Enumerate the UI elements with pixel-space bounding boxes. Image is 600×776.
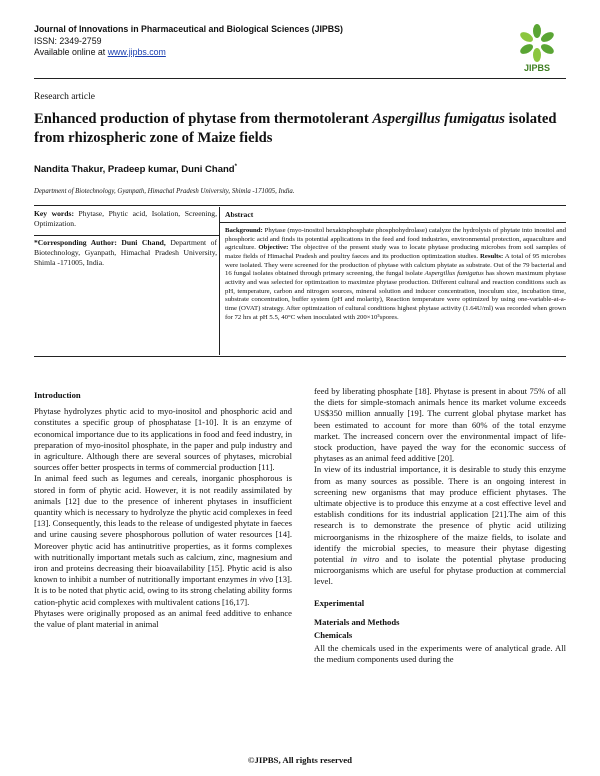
journal-online (34, 47, 343, 59)
corresponding-author (34, 238, 217, 269)
chemicals-paragraph: All the chemicals used in the experiments were of analytical grade. All the medium components used during the (314, 643, 566, 665)
title-part2: isolated from rhizospheric zone of Maize fields (34, 111, 557, 146)
abstract-rule (219, 222, 566, 223)
right-p2-italic: in vitro (350, 554, 380, 565)
header-rule (34, 78, 566, 79)
left-column (34, 390, 292, 630)
intro-paragraph-2 (34, 473, 292, 607)
introduction-heading: Introduction (34, 390, 81, 400)
journal-header (34, 24, 343, 59)
abstract-obj-label: Objective: (258, 244, 289, 252)
article-type: Research article (34, 92, 95, 102)
journal-issn: ISSN: 2349-2759 (34, 35, 102, 46)
abstract-res-species: Aspergillus fumigatus (424, 270, 484, 278)
logo-text: JIPBS (523, 63, 551, 73)
intro-p2-text-a: In animal feed such as legumes and cereals, inorganic phosphorous is stored in form of phytic acid. However, it is not readily assimilated by animals [12] due to the presence of inherent phytases in insufficient quantity which is necessary to hydrolyze the phytic acid complexes in feed [13]. Consequently, this leads to the release of undigested phytate in faeces and urine causing severe phosphorous pollution of water resources [14]. Moreover phytic acid has antinutritive properties, as it forms complexes with nutritionally important metals such as calcium, zinc, magnesium and iron and proteins decreasing their bioavailability [15]. Phytic acid is also known to inhibit a number of nutritionally important enzymes (34, 473, 292, 585)
intro-p2-italic: in vivo (250, 574, 274, 585)
abstract-obj-text: The objective of the present study was to locate phytase producing microbes from soil samples of maize fields of Himachal Pradesh and poultry faeces and its production optimization studies. (225, 244, 566, 260)
keywords (34, 209, 217, 230)
abstract-body (225, 227, 566, 322)
corresponding-name: Duni Chand, (116, 237, 166, 247)
abstract-res-text1: A total of 95 microbes were isolated. They were screened for the production of phytase with calcium phytate as substrate. Out of the 79 bacterial and 16 fungal isolates obtained through primary screening, the fungal isolate (225, 252, 567, 278)
title-part1: Enhanced production of phytase from thermotolerant (34, 111, 373, 127)
abstract-bg-label: Background: (225, 227, 263, 234)
title-species: Aspergillus fumigatus (372, 111, 505, 127)
methods-heading: Materials and Methods (314, 616, 400, 627)
corresponding-label: *Corresponding Author: (34, 237, 117, 247)
chemicals-heading: Chemicals (314, 630, 353, 641)
intro-p2-text-b: [13]. It is to be noted that phytic acid, owing to its strong chelating ability forms cation-phytic acid complexes with multivalent cations [16,17]. (34, 574, 293, 607)
corresponding-address: Department of Biotechnology, Gyanpath, Himachal Pradesh University, Shimla -171005, India. (34, 237, 218, 268)
article-info (34, 209, 217, 268)
article-title (34, 110, 574, 148)
intro-paragraph-3: Phytases were originally proposed as an animal feed additive to enhance the value of plant material in animal (34, 607, 292, 630)
online-prefix: Available online at (34, 47, 108, 57)
info-top-rule (34, 205, 566, 206)
right-p2-text-a: In view of its industrial importance, it is desirable to study this enzyme from as many sources as possible. There is an ongoing interest in screening new organisms that may produce efficient phytases. The ultimate objective is to produce this enzyme at a cost effective level and establish conditions for its industrial application [21].The aim of this research is to demonstrate the presence of phytic acid utilizing microorganisms in the rhizosphere of the maize fields, to isolate and identify the microbial species, to measure their phytase digesting potential (314, 464, 566, 565)
info-bottom-rule (34, 356, 566, 357)
copyright-footer: ©JIPBS, All rights reserved (247, 755, 353, 765)
experimental-heading: Experimental (314, 597, 365, 608)
right-p2-text-b: and to isolate the potential phytase producing microorganisms which are useful for phytase production at commercial level. (314, 554, 567, 587)
journal-title: Journal of Innovations in Pharmaceutical and Biological Sciences (JIPBS) (34, 24, 343, 34)
abstract-heading: Abstract (225, 210, 254, 219)
keywords-text: Phytase, Phytic acid, Isolation, Screening, Optimization. (34, 209, 217, 229)
author-names: Nandita Thakur, Pradeep kumar, Duni Chand (34, 164, 235, 176)
right-paragraph-1: feed by liberating phosphate [18]. Phytase is present in about 75% of all the diets for simple-stomach animals hence its market volume exceeds US$350 million annually [19]. The current global phytase market has been estimated to account for more than 60% of the total enzyme market. The increased concern over the environmental impact of life-stock production, have payed the way for the economic success of phytases as an animal feed additive [20]. (314, 386, 566, 464)
affiliation: Department of Biotechnology, Gyanpath, Himachal Pradesh University, Shimla -171005, India. (34, 188, 295, 195)
journal-website-link[interactable]: www.jipbs.com (107, 47, 166, 57)
keywords-label: Key words: (34, 209, 74, 218)
jipbs-logo-icon (510, 22, 564, 74)
authors (34, 164, 237, 175)
abstract-res-label: Results: (480, 252, 504, 260)
info-divider (219, 207, 220, 355)
right-paragraph-2 (314, 464, 566, 587)
intro-paragraph-1: Phytase hydrolyzes phytic acid to myo-inositol and phosphoric acid and constitutes a specific group of phosphatase [1-10]. It is an enzyme of economical importance due to its applications in food and feed industry, in preparation of myo-inositol phosphate, in the paper and pulp industry and in agriculture. Although there are several sources of phytases, microbial sources offer better prospects in terms of commercial production [11]. (34, 406, 292, 473)
corresponding-mark: * (234, 164, 237, 170)
abstract-bg-text: Phytase (myo-inositol hexakisphosphate phosphohydrolase) catalyze the hydrolysis of phytate into inositol and phosphoric acid and finds its potential applications in the feed and food industries, environmental protection, aquaculture and agriculture. (225, 227, 566, 252)
right-column (314, 386, 566, 666)
abstract-res-text2: has shown maximum phytase activity and was selected for optimization to maximize phytase production. Different cultural and reaction conditions such as pH, temperature, carbon and nitrogen sources, mineral solution and inducer concentration, inoculum size, incubation time, substrate concentration, buffer system (pH and molarity), Reaction temperature were optimized by using one-variable-at-a-time (OVAT) strategy. After optimization of cultural conditions highest phytase activity (1.64U/ml) was recorded when grown for 72 hrs at pH 5.5, 40°C when inoculated with 200×10⁵spores. (225, 270, 566, 321)
